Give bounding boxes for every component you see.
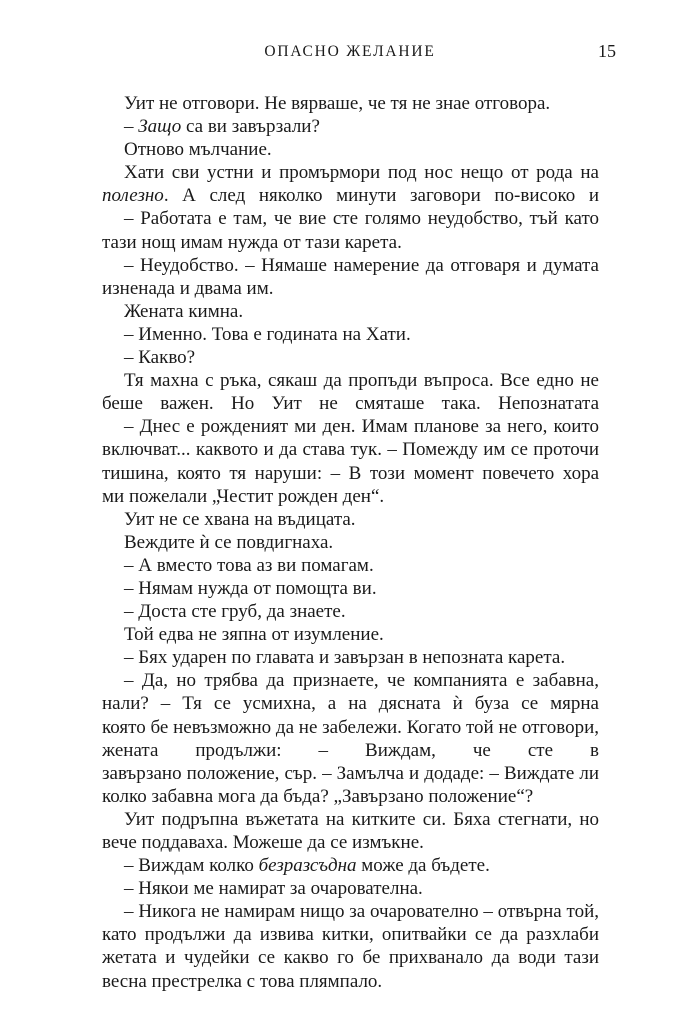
text-run: тишина, която тя наруши: – В този момент повечето хора bbox=[102, 462, 599, 484]
italic-text: безразсъдна bbox=[258, 855, 357, 877]
text-run: Уит подръпна въжетата на китките си. Бяха стегнати, но bbox=[124, 808, 599, 830]
text-run: вече поддаваха. Можеше да се измъкне. bbox=[102, 832, 424, 853]
text-line bbox=[102, 739, 599, 762]
body-text bbox=[102, 92, 599, 993]
text-line bbox=[102, 923, 599, 946]
text-line bbox=[102, 854, 599, 877]
text-line bbox=[102, 970, 599, 993]
text-run: жетата и чудейки се какво го бе прихванало да води тази bbox=[102, 947, 599, 969]
book-title: ОПАСНО ЖЕЛАНИЕ bbox=[264, 43, 436, 60]
text-line bbox=[102, 231, 599, 254]
italic-text: полезно bbox=[102, 185, 164, 207]
text-line bbox=[102, 623, 599, 646]
text-run: Уит не отговори. Не вярваше, че тя не знае отговора. bbox=[124, 93, 551, 114]
text-line bbox=[102, 485, 599, 508]
text-run: Хати сви устни и промърмори под нос нещо от рода на bbox=[124, 162, 599, 184]
text-run: Той едва не зяпна от изумление. bbox=[124, 624, 384, 646]
text-run: – Неудобство. – Нямаше намерение да отговаря и думата bbox=[124, 254, 599, 276]
text-run: Веждите ѝ се повдигнаха. bbox=[124, 531, 334, 553]
text-run: може да бъдете. bbox=[356, 855, 490, 877]
text-line bbox=[102, 462, 599, 485]
text-run: – А вместо това аз ви помагам. bbox=[124, 554, 374, 576]
text-line bbox=[102, 831, 599, 854]
text-run: Жената кимна. bbox=[124, 300, 244, 322]
text-run: Тя махна с ръка, сякаш да пропъди въпроса. Все едно не bbox=[124, 370, 599, 392]
text-line bbox=[102, 323, 599, 346]
text-run: – Никога не намирам нищо за очарователно – отвърна той, bbox=[124, 901, 599, 923]
text-line bbox=[102, 508, 599, 531]
text-line bbox=[102, 577, 599, 600]
text-line bbox=[102, 531, 599, 554]
text-run: която бе невъзможно да не забележи. Когато той не отговори, bbox=[102, 716, 599, 738]
text-line bbox=[102, 900, 599, 923]
text-line bbox=[102, 415, 599, 438]
text-run: са ви завързали? bbox=[181, 116, 320, 138]
text-line bbox=[102, 600, 599, 623]
text-line bbox=[102, 716, 599, 739]
text-line bbox=[102, 877, 599, 900]
page-number: 15 bbox=[598, 41, 616, 61]
text-line bbox=[102, 646, 599, 669]
text-run: – bbox=[124, 116, 139, 138]
text-run: – Да, но трябва да признаете, че компанията е забавна, bbox=[124, 670, 599, 692]
text-line bbox=[102, 115, 599, 138]
text-line bbox=[102, 808, 599, 831]
text-run: – Нямам нужда от помощта ви. bbox=[124, 577, 377, 599]
text-run: тази нощ имам нужда от тази карета. bbox=[102, 231, 402, 253]
text-run: жената продължи: – Виждам, че сте в bbox=[102, 739, 599, 761]
text-run: нали? – Тя се усмихна, а на дясната ѝ буза се мярна bbox=[102, 693, 599, 715]
text-line bbox=[102, 369, 599, 392]
text-run: ми пожелали „Честит рожден ден“. bbox=[102, 485, 385, 507]
text-run: весна престрелка с това плямпало. bbox=[102, 970, 383, 992]
text-line bbox=[102, 346, 599, 369]
text-run: – Доста сте груб, да знаете. bbox=[124, 601, 346, 623]
text-line bbox=[102, 438, 599, 461]
text-run: Уит не се хвана на въдицата. bbox=[124, 508, 356, 530]
text-line bbox=[102, 669, 599, 692]
text-run: – Днес е рожденият ми ден. Имам планове за него, които bbox=[124, 416, 599, 438]
text-line bbox=[102, 946, 599, 969]
text-line bbox=[102, 277, 599, 300]
italic-text: Защо bbox=[138, 116, 182, 138]
text-line bbox=[102, 161, 599, 184]
text-line bbox=[102, 392, 599, 415]
text-run: като продължи да извива китки, опитвайки се да разхлаби bbox=[102, 924, 599, 946]
text-run: колко забавна мога да бъда? „Завързано положение“? bbox=[102, 785, 534, 807]
text-run: включват... каквото и да става тук. – Помежду им се проточи bbox=[102, 439, 599, 461]
text-run: – Някои ме намират за очарователна. bbox=[124, 878, 423, 900]
text-run: – Работата е там, че вие сте голямо неудобство, тъй като bbox=[124, 208, 599, 230]
text-run: завързано положение, сър. – Замълча и додаде: – Виждате ли bbox=[102, 762, 599, 784]
text-run: . А след няколко минути заговори по-високо и bbox=[163, 185, 599, 207]
text-line bbox=[102, 300, 599, 323]
text-run: – Какво? bbox=[124, 347, 196, 369]
text-line bbox=[102, 92, 599, 115]
text-line bbox=[102, 554, 599, 577]
running-head bbox=[0, 43, 700, 67]
text-line bbox=[102, 254, 599, 277]
text-line bbox=[102, 785, 599, 808]
text-line bbox=[102, 184, 599, 207]
text-line bbox=[102, 138, 599, 161]
text-run: – Бях ударен по главата и завързан в непозната карета. bbox=[124, 647, 566, 669]
text-run: Отново мълчание. bbox=[124, 139, 272, 161]
text-run: – Именно. Това е годината на Хати. bbox=[124, 323, 411, 345]
text-line bbox=[102, 692, 599, 715]
text-run: – Виждам колко bbox=[124, 855, 259, 877]
text-run: изненада и двама им. bbox=[102, 277, 274, 299]
text-line bbox=[102, 207, 599, 230]
text-line bbox=[102, 762, 599, 785]
text-run: беше важен. Но Уит не смяташе така. Непознатата bbox=[102, 393, 599, 415]
